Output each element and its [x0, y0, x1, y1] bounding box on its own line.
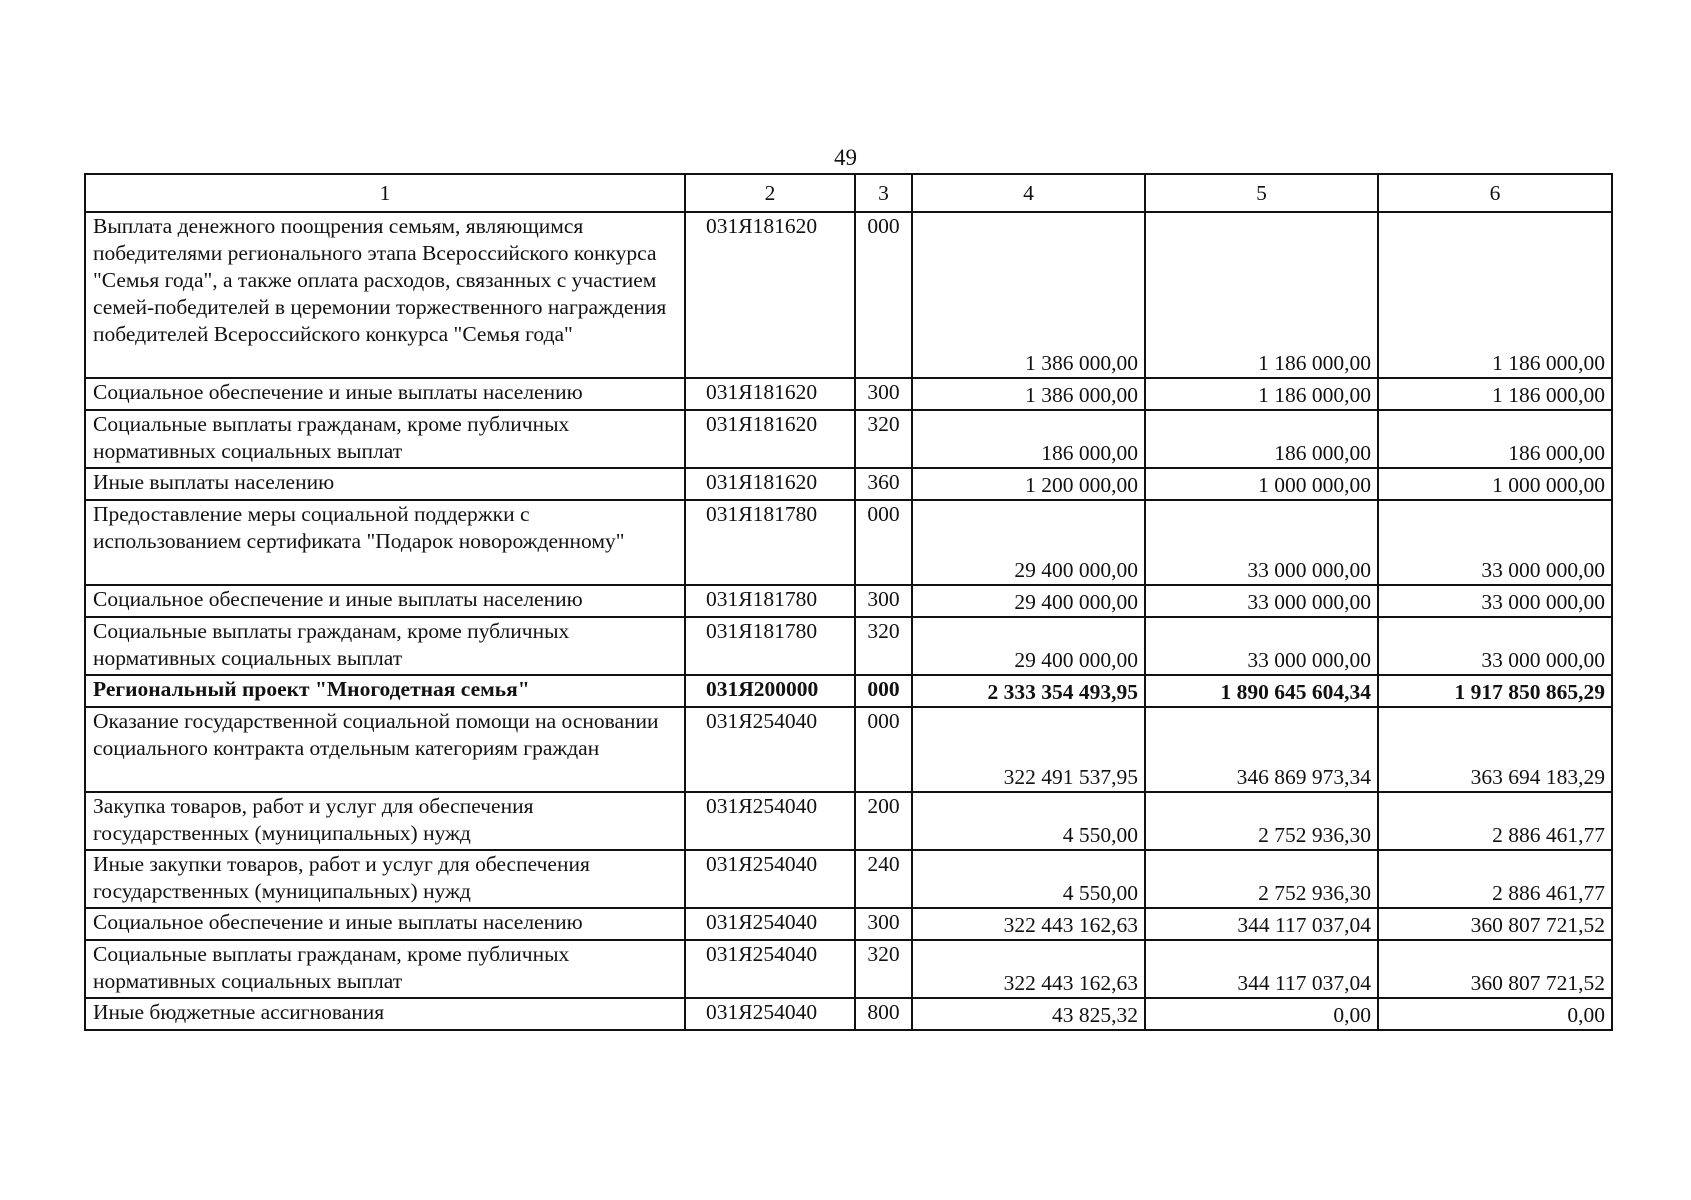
row-amount-col5: 346 869 973,34 — [1145, 707, 1378, 792]
row-amount-col5: 33 000 000,00 — [1145, 500, 1378, 585]
row-name: Социальные выплаты гражданам, кроме публичных нормативных социальных выплат — [85, 617, 685, 675]
row-target-code: 031Я254040 — [685, 908, 855, 940]
row-amount-col6: 2 886 461,77 — [1378, 792, 1612, 850]
row-amount-col4: 1 386 000,00 — [912, 378, 1145, 410]
row-target-code: 031Я181620 — [685, 212, 855, 378]
row-expense-type: 240 — [855, 850, 912, 908]
table-row — [85, 617, 1612, 675]
table-row — [85, 792, 1612, 850]
table-row — [85, 468, 1612, 500]
row-name: Социальные выплаты гражданам, кроме публичных нормативных социальных выплат — [85, 410, 685, 468]
row-amount-col6: 186 000,00 — [1378, 410, 1612, 468]
budget-table — [84, 173, 1613, 1031]
row-amount-col6: 33 000 000,00 — [1378, 500, 1612, 585]
table-row — [85, 908, 1612, 940]
row-amount-col5: 1 186 000,00 — [1145, 378, 1378, 410]
row-amount-col4: 29 400 000,00 — [912, 617, 1145, 675]
row-expense-type: 300 — [855, 908, 912, 940]
row-amount-col6: 1 186 000,00 — [1378, 212, 1612, 378]
row-amount-col4: 43 825,32 — [912, 998, 1145, 1030]
table-header-row — [85, 174, 1612, 212]
table-row — [85, 998, 1612, 1030]
row-amount-col6: 1 917 850 865,29 — [1378, 675, 1612, 707]
row-amount-col4: 1 386 000,00 — [912, 212, 1145, 378]
row-amount-col6: 1 186 000,00 — [1378, 378, 1612, 410]
row-amount-col6: 0,00 — [1378, 998, 1612, 1030]
row-amount-col5: 1 890 645 604,34 — [1145, 675, 1378, 707]
table-row — [85, 850, 1612, 908]
row-amount-col4: 1 200 000,00 — [912, 468, 1145, 500]
row-amount-col5: 1 186 000,00 — [1145, 212, 1378, 378]
row-amount-col4: 4 550,00 — [912, 792, 1145, 850]
page-number: 49 — [834, 145, 857, 170]
row-name: Закупка товаров, работ и услуг для обеспечения государственных (муниципальных) нужд — [85, 792, 685, 850]
column-header: 4 — [912, 174, 1145, 212]
row-amount-col6: 1 000 000,00 — [1378, 468, 1612, 500]
row-amount-col6: 360 807 721,52 — [1378, 908, 1612, 940]
row-expense-type: 200 — [855, 792, 912, 850]
column-header: 1 — [85, 174, 685, 212]
row-amount-col5: 344 117 037,04 — [1145, 940, 1378, 998]
row-expense-type: 000 — [855, 675, 912, 707]
row-amount-col4: 186 000,00 — [912, 410, 1145, 468]
row-amount-col5: 2 752 936,30 — [1145, 850, 1378, 908]
row-amount-col5: 1 000 000,00 — [1145, 468, 1378, 500]
row-name: Выплата денежного поощрения семьям, являющимся победителями регионального этапа Всероссийского конкурса "Семья года", а также оплата расходов, связанных с участием семей-победителей в церемонии торжественного награждения победителей Всероссийского конкурса "Семья года" — [85, 212, 685, 378]
row-name: Социальное обеспечение и иные выплаты населению — [85, 378, 685, 410]
row-target-code: 031Я181780 — [685, 617, 855, 675]
row-name: Социальное обеспечение и иные выплаты населению — [85, 585, 685, 617]
table-row — [85, 378, 1612, 410]
row-expense-type: 320 — [855, 940, 912, 998]
row-target-code: 031Я254040 — [685, 850, 855, 908]
row-expense-type: 320 — [855, 617, 912, 675]
row-amount-col5: 344 117 037,04 — [1145, 908, 1378, 940]
row-amount-col6: 33 000 000,00 — [1378, 617, 1612, 675]
table-row — [85, 212, 1612, 378]
row-expense-type: 000 — [855, 707, 912, 792]
row-name: Иные бюджетные ассигнования — [85, 998, 685, 1030]
column-header: 2 — [685, 174, 855, 212]
row-expense-type: 800 — [855, 998, 912, 1030]
row-amount-col4: 4 550,00 — [912, 850, 1145, 908]
row-target-code: 031Я181620 — [685, 378, 855, 410]
row-name: Социальное обеспечение и иные выплаты населению — [85, 908, 685, 940]
row-name: Иные выплаты населению — [85, 468, 685, 500]
row-amount-col4: 2 333 354 493,95 — [912, 675, 1145, 707]
table-row-project-total — [85, 675, 1612, 707]
row-expense-type: 300 — [855, 585, 912, 617]
column-header: 6 — [1378, 174, 1612, 212]
row-amount-col6: 360 807 721,52 — [1378, 940, 1612, 998]
table-row — [85, 410, 1612, 468]
column-header: 3 — [855, 174, 912, 212]
row-name: Предоставление меры социальной поддержки с использованием сертификата "Подарок новорожденному" — [85, 500, 685, 585]
row-target-code: 031Я254040 — [685, 940, 855, 998]
row-target-code: 031Я181780 — [685, 500, 855, 585]
row-expense-type: 360 — [855, 468, 912, 500]
table-row — [85, 940, 1612, 998]
row-expense-type: 000 — [855, 212, 912, 378]
table-row — [85, 500, 1612, 585]
row-amount-col5: 33 000 000,00 — [1145, 617, 1378, 675]
row-amount-col5: 186 000,00 — [1145, 410, 1378, 468]
row-target-code: 031Я181620 — [685, 410, 855, 468]
row-amount-col4: 29 400 000,00 — [912, 500, 1145, 585]
row-amount-col6: 33 000 000,00 — [1378, 585, 1612, 617]
row-target-code: 031Я181780 — [685, 585, 855, 617]
row-amount-col4: 29 400 000,00 — [912, 585, 1145, 617]
row-target-code: 031Я254040 — [685, 792, 855, 850]
row-target-code: 031Я200000 — [685, 675, 855, 707]
row-name: Оказание государственной социальной помощи на основании социального контракта отдельным категориям граждан — [85, 707, 685, 792]
row-expense-type: 320 — [855, 410, 912, 468]
table-row — [85, 585, 1612, 617]
row-name: Региональный проект "Многодетная семья" — [85, 675, 685, 707]
row-expense-type: 000 — [855, 500, 912, 585]
row-amount-col4: 322 491 537,95 — [912, 707, 1145, 792]
row-target-code: 031Я254040 — [685, 707, 855, 792]
row-target-code: 031Я254040 — [685, 998, 855, 1030]
row-name: Социальные выплаты гражданам, кроме публичных нормативных социальных выплат — [85, 940, 685, 998]
row-amount-col5: 33 000 000,00 — [1145, 585, 1378, 617]
table-row — [85, 707, 1612, 792]
row-amount-col6: 363 694 183,29 — [1378, 707, 1612, 792]
row-target-code: 031Я181620 — [685, 468, 855, 500]
row-amount-col6: 2 886 461,77 — [1378, 850, 1612, 908]
row-amount-col4: 322 443 162,63 — [912, 908, 1145, 940]
row-amount-col5: 2 752 936,30 — [1145, 792, 1378, 850]
row-name: Иные закупки товаров, работ и услуг для обеспечения государственных (муниципальных) нужд — [85, 850, 685, 908]
row-amount-col4: 322 443 162,63 — [912, 940, 1145, 998]
column-header: 5 — [1145, 174, 1378, 212]
row-expense-type: 300 — [855, 378, 912, 410]
row-amount-col5: 0,00 — [1145, 998, 1378, 1030]
